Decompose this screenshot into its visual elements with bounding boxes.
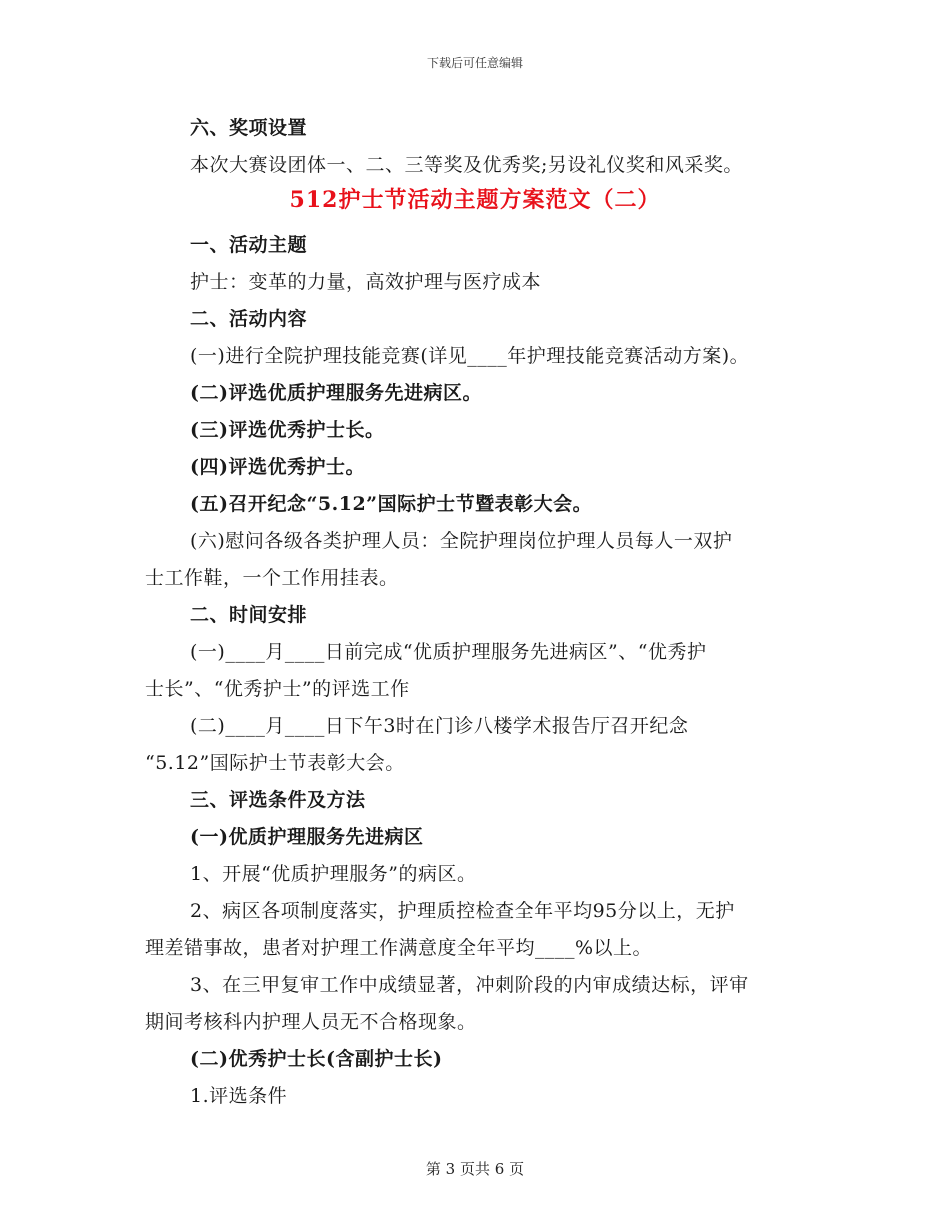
schedule-item-2-cont: “5.12”国际护士节表彰大会。 xyxy=(145,752,405,774)
section-heading-theme: 一、活动主题 xyxy=(190,234,308,256)
section-heading-criteria: 三、评选条件及方法 xyxy=(190,789,366,811)
criteria-subitem-1: 1.评选条件 xyxy=(190,1085,288,1107)
document-title: 512护士节活动主题方案范文（二） xyxy=(289,187,661,213)
content-item-3: (三)评选优秀护士长。 xyxy=(190,419,385,441)
content-item-2: (二)评选优质护理服务先进病区。 xyxy=(190,382,482,404)
criteria-item-2-cont: 理差错事故，患者对护理工作满意度全年平均____%以上。 xyxy=(145,937,653,959)
criteria-item-1: 1、开展“优质护理服务”的病区。 xyxy=(190,863,477,885)
content-item-6-cont: 士工作鞋，一个工作用挂表。 xyxy=(145,567,399,589)
paragraph-awards: 本次大赛设团体一、二、三等奖及优秀奖;另设礼仪奖和风采奖。 xyxy=(190,154,743,176)
content-item-1: (一)进行全院护理技能竞赛(详见____年护理技能竞赛活动方案)。 xyxy=(190,345,750,367)
criteria-subheading-head-nurse: (二)优秀护士长(含副护士长) xyxy=(190,1048,443,1070)
schedule-item-1: (一)____月____日前完成“优质护理服务先进病区”、“优秀护 xyxy=(190,641,707,663)
criteria-item-3-cont: 期间考核科内护理人员无不合格现象。 xyxy=(145,1011,477,1033)
criteria-item-2: 2、病区各项制度落实，护理质控检查全年平均95分以上，无护 xyxy=(190,900,735,922)
schedule-item-1-cont: 士长”、“优秀护士”的评选工作 xyxy=(145,678,410,700)
section-heading-awards: 六、奖项设置 xyxy=(190,117,308,139)
criteria-subheading-ward: (一)优质护理服务先进病区 xyxy=(190,826,424,848)
page-header: 下载后可任意编辑 xyxy=(426,56,523,70)
section-heading-schedule: 二、时间安排 xyxy=(190,604,308,626)
schedule-item-2: (二)____月____日下午3时在门诊八楼学术报告厅召开纪念 xyxy=(190,715,689,737)
paragraph-theme: 护士：变革的力量，高效护理与医疗成本 xyxy=(190,271,542,293)
section-heading-content: 二、活动内容 xyxy=(190,308,308,330)
page-footer: 第 3 页共 6 页 xyxy=(425,1160,525,1178)
content-item-6: (六)慰问各级各类护理人员：全院护理岗位护理人员每人一双护 xyxy=(190,530,733,552)
content-item-4: (四)评选优秀护士。 xyxy=(190,456,365,478)
criteria-item-3: 3、在三甲复审工作中成绩显著，冲刺阶段的内审成绩达标，评审 xyxy=(190,974,749,996)
content-item-5: (五)召开纪念“5.12”国际护士节暨表彰大会。 xyxy=(190,493,593,515)
